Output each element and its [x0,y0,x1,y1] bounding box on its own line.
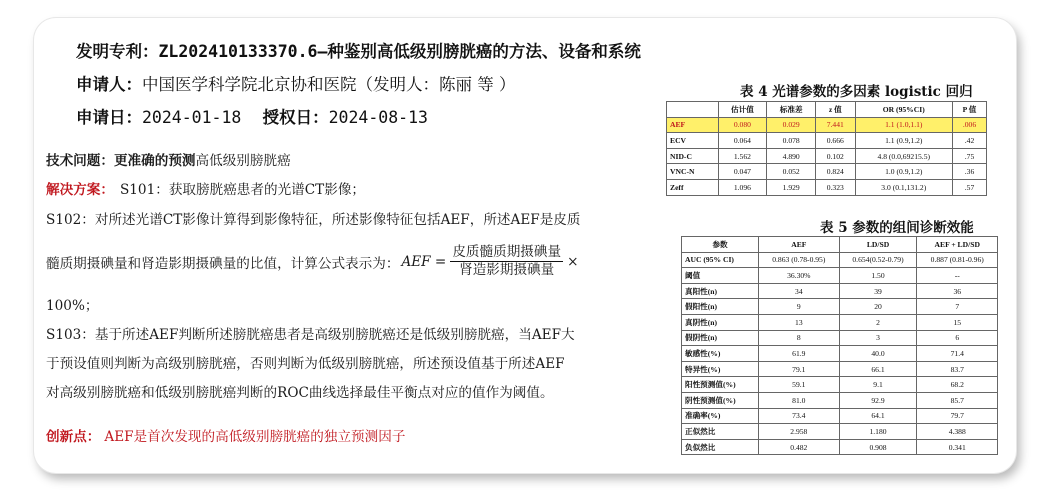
table-cell: 7.441 [816,117,855,133]
table-cell: 13 [759,314,839,330]
table-cell: 83.7 [917,361,998,377]
table-cell: 40.0 [839,346,917,362]
table-cell: 1.1 (0.9,1.2) [855,133,953,149]
table-cell: 1.50 [839,268,917,284]
table-cell: 9 [759,299,839,315]
table-row [682,283,998,299]
row-label: 真阴性(n) [682,314,759,330]
table4 [666,101,987,196]
table-cell: 39 [839,283,917,299]
table-row [682,408,998,424]
table-cell: .36 [953,164,987,180]
table-cell: 0.654(0.52-0.79) [839,252,917,268]
table4-header: 估计值 [718,102,767,118]
row-label: 准确率(%) [682,408,759,424]
table4-header: P 值 [953,102,987,118]
table-cell: 8 [759,330,839,346]
row-label: 假阴性(n) [682,330,759,346]
table-row [667,148,987,164]
table-cell: .42 [953,133,987,149]
formula-lhs: AEF = [401,253,447,270]
table-row [682,346,998,362]
table-cell: 71.4 [917,346,998,362]
table-cell: 7 [917,299,998,315]
grant-value: 2024-08-13 [328,108,428,127]
table-cell: 0.080 [718,117,767,133]
s102-line2 [46,244,578,279]
table5-header: AEF + LD/SD [917,237,998,253]
table4-header [667,102,719,118]
table-cell: 4.8 (0.0,69215.5) [855,148,953,164]
table-cell: 6 [917,330,998,346]
table-cell: -- [917,268,998,284]
table-cell: 85.7 [917,392,998,408]
table-cell: 2.958 [759,424,839,440]
table-row [682,314,998,330]
formula-fraction [450,244,563,279]
table-cell: 3 [839,330,917,346]
table-cell: 4.388 [917,424,998,440]
row-label: VNC-N [667,164,719,180]
applicant-value: 中国医学科学院北京协和医院（发明人：陈丽 等 ） [142,75,516,94]
row-label: AUC (95% CI) [682,252,759,268]
solution-label: 解决方案： [46,182,114,198]
grant-label: 授权日： [262,108,329,127]
table-cell: 9.1 [839,377,917,393]
table5-caption: 表 5 参数的组间诊断效能 [820,220,974,236]
table5 [681,236,998,455]
table-row [682,377,998,393]
table-cell: 92.9 [839,392,917,408]
solution-line [46,178,365,198]
table4-panel [644,72,1000,192]
table-cell: .75 [953,148,987,164]
table-row [682,252,998,268]
table-cell: 0.029 [767,117,816,133]
applicant-label: 申请人： [76,75,142,94]
row-label: 敏感性(%) [682,346,759,362]
table-cell: 66.1 [839,361,917,377]
problem-rest: 高低级别膀胱癌 [195,153,291,169]
row-label: 阳性预测值(%) [682,377,759,393]
problem-label: 技术问题： [46,153,114,169]
row-label: AEF [667,117,719,133]
s103-line2: 于预设值则判断为高级别膀胱癌，否则判断为低级别膀胱癌，所述预设值基于所述AEF [46,356,565,372]
table-cell: 0.052 [767,164,816,180]
table-cell: .006 [953,117,987,133]
date-line [76,104,428,128]
table-cell: 4.890 [767,148,816,164]
table-cell: 0.908 [839,439,917,455]
table-cell: 73.4 [759,408,839,424]
table-cell: 0.666 [816,133,855,149]
s102-line3: 100%； [46,298,99,314]
table-cell: 0.824 [816,164,855,180]
formula-numerator: 皮质髓质期摄碘量 [452,244,562,260]
problem-bold: 更准确的预测 [113,153,196,169]
patent-line [76,38,641,62]
table-row [682,439,998,455]
table-cell: 0.887 (0.81-0.96) [917,252,998,268]
formula-times: × [567,253,579,270]
s103-line3: 对高级别膀胱癌和低级别膀胱癌判断的ROC曲线选择最佳平衡点对应的值作为阈值。 [46,385,554,401]
row-label: 负似然比 [682,439,759,455]
row-label: 真阳性(n) [682,283,759,299]
table-cell: 15 [917,314,998,330]
table-row [682,361,998,377]
applicant-line [76,71,516,95]
table-cell: 61.9 [759,346,839,362]
row-label: 假阳性(n) [682,299,759,315]
table-cell: 0.482 [759,439,839,455]
table5-panel [675,208,1000,452]
table-cell: 1.0 (0.9,1.2) [855,164,953,180]
row-label: 特异性(%) [682,361,759,377]
table-cell: 59.1 [759,377,839,393]
table-cell: 0.064 [718,133,767,149]
table-cell: 20 [839,299,917,315]
table5-header: AEF [759,237,839,253]
table-row [667,133,987,149]
table-cell: 0.102 [816,148,855,164]
table-cell: 64.1 [839,408,917,424]
table-cell: 81.0 [759,392,839,408]
table-cell: 1.562 [718,148,767,164]
table-cell: 1.096 [718,179,767,195]
table-cell: 36.30% [759,268,839,284]
patent-label: 发明专利： [76,42,159,61]
innovation-label: 创新点： [46,429,101,445]
row-label: 阈值 [682,268,759,284]
row-label: 正似然比 [682,424,759,440]
table-cell: 68.2 [917,377,998,393]
table-cell: 0.863 (0.78-0.95) [759,252,839,268]
table-cell: 0.047 [718,164,767,180]
innovation-text: AEF是首次发现的高低级别膀胱癌的独立预测因子 [104,429,406,445]
table4-header: z 值 [816,102,855,118]
table-row [682,299,998,315]
row-label: 阴性预测值(%) [682,392,759,408]
table5-header: 参数 [682,237,759,253]
table-cell: 0.341 [917,439,998,455]
table-cell: 1.180 [839,424,917,440]
table-cell: 79.7 [917,408,998,424]
table5-header: LD/SD [839,237,917,253]
table-cell: 2 [839,314,917,330]
table-row [682,392,998,408]
table-cell: 79.1 [759,361,839,377]
table-cell: 36 [917,283,998,299]
table-cell: 0.078 [767,133,816,149]
table-row [667,179,987,195]
innovation-line [46,425,405,445]
table-cell: 0.323 [816,179,855,195]
s102-line1: S102：对所述光谱CT影像计算得到影像特征，所述影像特征包括AEF，所述AEF是皮质 [46,212,581,228]
table-cell: .57 [953,179,987,195]
s101-text: S101：获取膀胱癌患者的光谱CT影像； [119,182,366,198]
row-label: ECV [667,133,719,149]
row-label: NID-C [667,148,719,164]
table4-header: OR (95%CI) [855,102,953,118]
table-row [667,164,987,180]
date-label: 申请日： [76,108,142,127]
table4-caption: 表 4 光谱参数的多因素 logistic 回归 [740,84,973,100]
s103-line1: S103：基于所述AEF判断所述膀胱癌患者是高级别膀胱癌还是低级别膀胱癌，当AEF大 [46,327,575,343]
problem-line [46,149,291,169]
table-row [682,268,998,284]
table-row [682,330,998,346]
row-label: Zeff [667,179,719,195]
table-row [682,424,998,440]
table-cell: 1.1 (1.0,1.1) [855,117,953,133]
table-cell: 34 [759,283,839,299]
patent-value: ZL202410133370.6—种鉴别高低级别膀胱癌的方法、设备和系统 [158,42,641,61]
table-cell: 3.0 (0.1,131.2) [855,179,953,195]
table-row [667,117,987,133]
date-value: 2024-01-18 [142,108,242,127]
table4-header: 标准差 [767,102,816,118]
table-cell: 1.929 [767,179,816,195]
formula-denominator: 肾造影期摄碘量 [459,262,555,278]
s102-text: 髓质期摄碘量和肾造影期摄碘量的比值，计算公式表示为： [46,255,400,272]
